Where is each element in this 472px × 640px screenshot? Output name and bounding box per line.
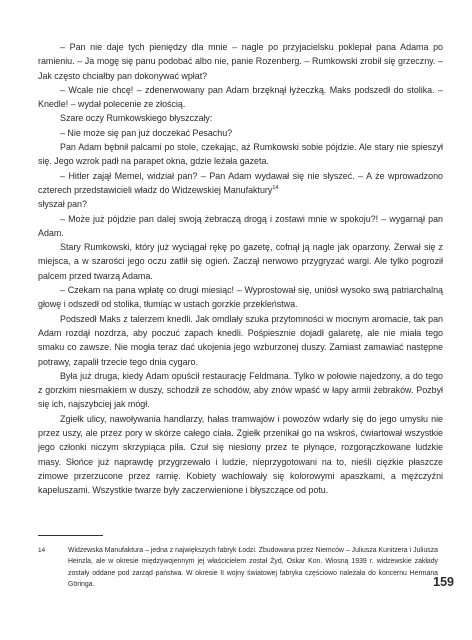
paragraph: Stary Rumkowski, który już wyciągał rękę po gazetę, cofnął ją nagle jak oparzony. Zerwał się z miejsca, a w szarości jego oczu zatlił się ogień. Zaczął nerwowo przygryzać wargi. Ale tylko pogroził palcem przed twarzą Adama. <box>38 242 443 281</box>
paragraph: Szare oczy Rumkowskiego błyszczały: <box>60 113 213 124</box>
paragraph-text: – Hitler zajął Memel, widział pan? – Pan Adam wydawał się nie słyszeć. – A że wprowadzono czterech przedstawicieli władz do Widzewskiej Manufaktury <box>38 170 443 195</box>
paragraph: Zgiełk ulicy, nawoływania handlarzy, hałas tramwajów i powozów wdarły się do jego umysłu nie przez uszy, ale przez pory w skórze całego ciała. Zgiełk przenikał go na wskroś, ćwiartował wszystkie jego członki niczym skrzypiąca piła. Czuł się niesiony przez te płynące, rozgorączkowane ludzkie masy. Słońce już naprawdę przygrzewało i ludzie, nieprzygotowani na to, nieśli ciężkie płaszcze zimowe przerzucone przez ramię. Kobiety wachlowały się kolorowymi apaszkami, a mężczyźni kapeluszami. Wszystkie twarze były zaczerwienione i błyszczące od potu. <box>38 413 443 496</box>
footnote-divider <box>38 535 103 536</box>
paragraph: – Czekam na pana wpłatę co drugi miesiąc! – Wyprostował się, uniósł wysoko swą patriarchalną głowę i odszedł od stolika, tłumiąc w ustach gorzkie przekleństwa. <box>38 285 443 310</box>
footnote-reference: 14 <box>272 184 279 191</box>
footnote-text: Widzewska Manufaktura – jedna z największych fabryk Łodzi. Zbudowana przez Niemców – Juliusza Kunitzera i Juliusza Heinzla, ale w okresie międzywojennym jej właścicielem został Żyd, Oskar Kon. Wiosną 1939 r. widzewskie zakłady zostały oddane pod zarząd państwa. W okresie II wojny światowej fabryka częściowo należała do koncernu Hermana Göringa. <box>68 547 438 589</box>
paragraph: Podszedł Maks z talerzem knedli. Jak omdlały szuka przytomności w mocnym aromacie, tak pan Adam rozdął nozdrza, aby poczuć zapach knedli. Pośpiesznie dojadł galaretę, ale nie miała tego smaku co zawsze. Nie mogła teraz dać ukojenia jego wzburzonej duszy. Zamiast zamawiać następne potrawy, zapalił trzecie tego dnia cygaro. <box>38 313 443 367</box>
footnote-number: 14 <box>38 547 46 554</box>
paragraph: – Może już pójdzie pan dalej swoją żebraczą drogą i zostawi mnie w spokoju?! – wygarnął pan Adam. <box>38 213 443 238</box>
paragraph: – Nie może się pan już doczekać Pesachu? <box>60 127 233 138</box>
paragraph: Była już druga, kiedy Adam opuścił restaurację Feldmana. Tylko w połowie najedzony, a do tego z gorzkim niesmakiem w duszy, schodził ze schodów, aby znów wpaść w łapy armii żebraków. Pozbył się ich, najszybciej jak mógł. <box>38 370 443 410</box>
main-text <box>38 40 443 498</box>
paragraph <box>38 169 443 198</box>
paragraph: – Pan nie daje tych pieniędzy dla mnie – nagle po przyjacielsku poklepał pana Adama po ramieniu. – Ja mogę się panu podobać albo nie, panie Rozenberg. – Rumkowski zrobił się grzeczny. – Jak często chciałby pan dokonywać wpłat? <box>38 42 443 81</box>
paragraph: słyszał pan? <box>38 199 87 210</box>
paragraph: Pan Adam bębnił palcami po stole, czekając, aż Rumkowski sobie pójdzie. Ale stary nie spieszył się. Jego wzrok padł na parapet okna, gdzie leżała gazeta. <box>38 142 443 167</box>
page-number: 159 <box>433 575 454 589</box>
footnote <box>38 545 438 591</box>
paragraph: – Wcale nie chcę! – zdenerwowany pan Adam brzęknął łyżeczką. Maks podszedł do stolika. – Knedle! – wydał polecenie ze złością. <box>38 84 443 110</box>
